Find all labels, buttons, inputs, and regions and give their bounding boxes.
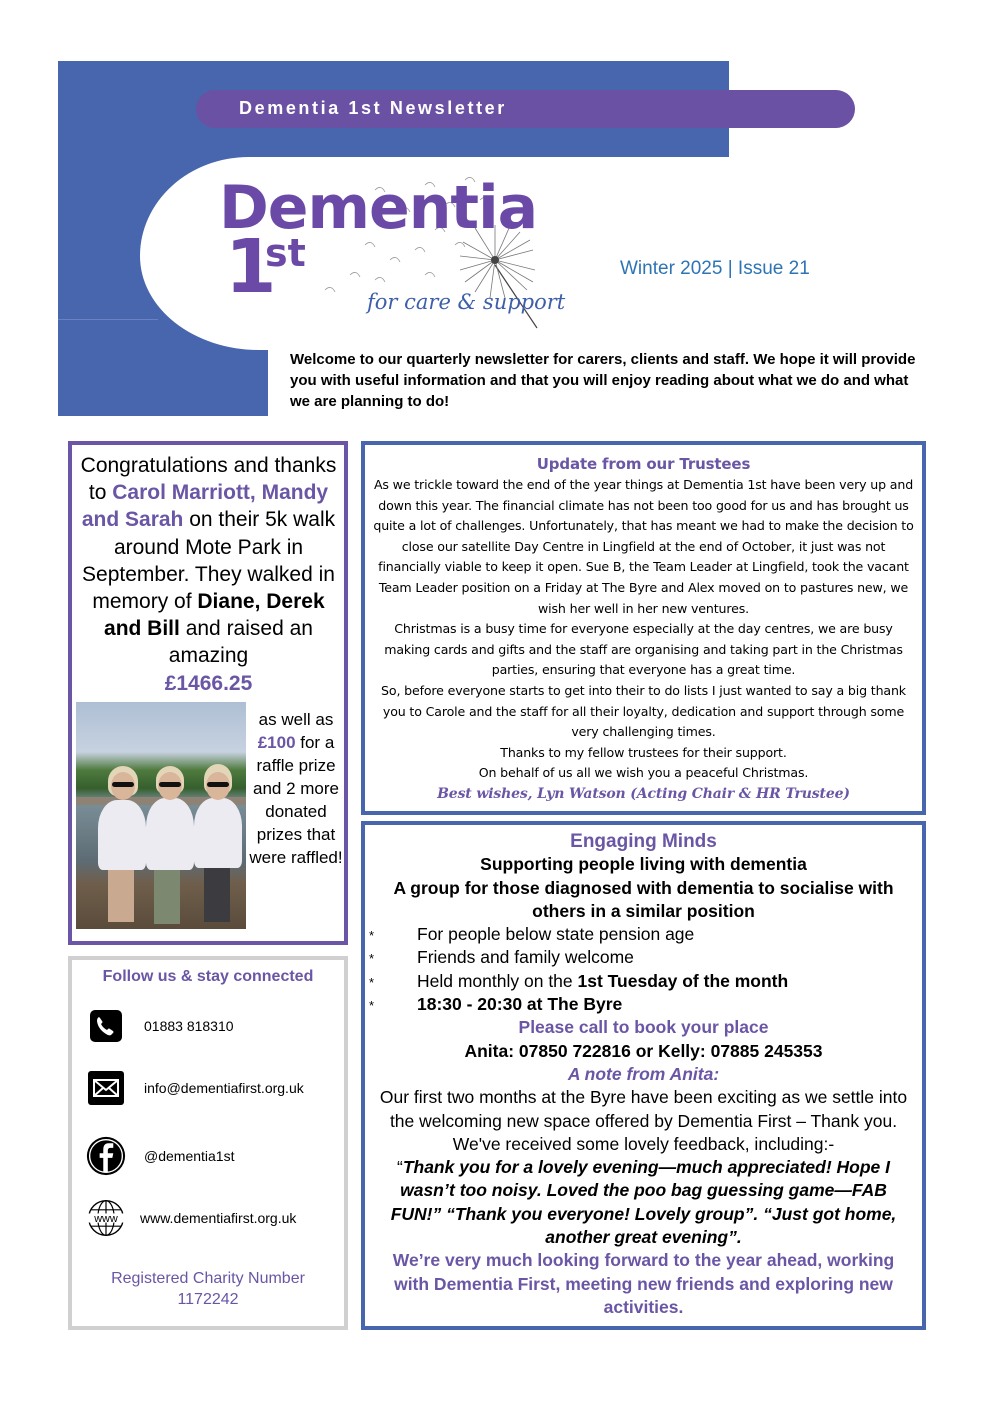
raffle-amount: £100 xyxy=(257,733,296,752)
contact-website[interactable] xyxy=(86,1198,296,1238)
quote-text: Thank you for a lovely evening—much appreciated! Hope I wasn’t too noisy. Loved the poo bag guessing game—FAB FUN!” “Thank you everyone! Lovely group”. “Just got home, another great evening”. xyxy=(390,1157,897,1248)
engaging-minds-panel xyxy=(361,821,926,1330)
note-body: Our first two months at the Byre have been exciting as we settle into the welcoming new space offered by Dementia First – Thank you. We've received some lovely feedback, including:- xyxy=(379,1087,908,1154)
logo-suffix: st xyxy=(265,231,306,275)
bullet-text: Held monthly on the xyxy=(417,970,578,991)
booking-contacts: Anita: 07850 722816 or Kelly: 07885 245353 xyxy=(464,1040,823,1061)
walkers-photo xyxy=(76,702,246,929)
trustees-paragraph: On behalf of us all we wish you a peaceful Christmas. xyxy=(478,765,809,781)
trustees-paragraph: Thanks to my fellow trustees for their support. xyxy=(500,744,787,760)
logo-number: 1 xyxy=(225,224,277,310)
follow-us-panel xyxy=(68,956,348,1330)
closing-message: We’re very much looking forward to the year ahead, working with Dementia First, meeting new friends and exploring new activities. xyxy=(392,1250,895,1317)
congratulations-panel xyxy=(68,441,348,945)
newsletter-title: Dementia 1st Newsletter xyxy=(239,98,507,118)
trustees-heading: Update from our Trustees xyxy=(536,455,751,473)
charity-registration xyxy=(72,1268,344,1310)
trustees-signature: Best wishes, Lyn Watson (Acting Chair & HR Trustee) xyxy=(437,785,850,802)
asterisk-bullet-icon: * xyxy=(369,951,375,967)
website-url: www.dementiafirst.org.uk xyxy=(140,1210,297,1226)
raffle-text-2: for a raffle prize and 2 more donated prizes that were raffled! xyxy=(249,733,343,867)
phone-icon xyxy=(86,1006,126,1046)
amount-raised: £1466.25 xyxy=(164,671,253,695)
issue-label: Winter 2025 | Issue 21 xyxy=(620,258,810,279)
raffle-text xyxy=(248,708,344,869)
bullet-text: For people below state pension age xyxy=(417,924,695,945)
congrats-text-2: on their 5k walk around Mote Park in September. They walked in memory of xyxy=(82,508,336,614)
walker-names: Carol Marriott, Mandy and Sarah xyxy=(81,481,329,532)
raffle-text-1: as well as xyxy=(258,710,334,729)
follow-heading: Follow us & stay connected xyxy=(102,968,314,985)
congrats-text-3: and raised an amazing xyxy=(168,617,313,668)
congratulations-text xyxy=(76,452,341,697)
trustees-paragraph: Christmas is a busy time for everyone especially at the day centres, we are busy making cards and gifts and the staff are organising and taking part in the Christmas parties, ensuring that everyone has a great time. xyxy=(384,621,903,678)
facebook-handle: @dementia1st xyxy=(144,1148,235,1164)
facebook-icon xyxy=(86,1136,126,1176)
engaging-minds-details xyxy=(365,923,922,1016)
dementia-1st-logo xyxy=(215,170,575,330)
header-divider xyxy=(58,319,158,320)
list-item xyxy=(365,970,922,993)
congrats-text-1: Congratulations and thanks to xyxy=(80,454,337,505)
trustees-update-panel xyxy=(361,441,926,815)
list-item xyxy=(365,993,922,1016)
newsletter-title-banner xyxy=(196,90,855,128)
trustees-paragraph: As we trickle toward the end of the year things at Dementia 1st have been very up and down this year. The financial climate has not been too good for us and has brought us quite a lot of challenges. Unfortunately, that has meant we had to make the decision to close our satellite Day Centre in Lingfield at the end of October, it just was not financially viable to keep it open. Sue B, the Team Leader at Lingfield, took the vacant Team Leader position on a Friday at The Byre and Alex moved on to pastures new, we wish her well in her new ventures. xyxy=(373,477,914,616)
globe-www-icon xyxy=(86,1198,126,1238)
bullet-text: Friends and family welcome xyxy=(417,947,634,968)
bullet-bold-text: 1st Tuesday of the month xyxy=(577,970,789,991)
logo-wordmark: Dementia xyxy=(219,173,538,243)
note-heading: A note from Anita: xyxy=(567,1063,720,1084)
list-item xyxy=(365,923,922,946)
contact-email[interactable] xyxy=(86,1068,304,1108)
feedback-quotes xyxy=(365,1156,922,1249)
asterisk-bullet-icon: * xyxy=(369,974,375,990)
trustees-paragraph: So, before everyone starts to get into their to do lists I just wanted to say a big thank you to Carole and the staff for all their loyalty, dedication and support through some very challenging times. xyxy=(381,682,906,740)
quote-mark: “ xyxy=(396,1157,403,1178)
contact-phone[interactable] xyxy=(86,1006,234,1046)
booking-prompt: Please call to book your place xyxy=(518,1017,769,1038)
charity-number: 1172242 xyxy=(177,1291,239,1308)
engaging-minds-heading: Engaging Minds xyxy=(570,831,717,852)
svg-text:www: www xyxy=(94,1213,118,1226)
list-item xyxy=(365,946,922,969)
engaging-minds-subtitle: Supporting people living with dementia xyxy=(480,854,807,875)
engaging-minds-description: A group for those diagnosed with dementia to socialise with others in a similar position xyxy=(393,877,894,921)
asterisk-bullet-icon: * xyxy=(369,998,375,1014)
bullet-bold-text: 18:30 - 20:30 at The Byre xyxy=(417,994,623,1015)
email-icon xyxy=(86,1068,126,1108)
asterisk-bullet-icon: * xyxy=(369,928,375,944)
email-address: info@dementiafirst.org.uk xyxy=(144,1080,304,1096)
charity-label: Registered Charity Number xyxy=(111,1270,305,1287)
contact-facebook[interactable] xyxy=(86,1136,234,1176)
logo-tagline: for care & support xyxy=(367,290,566,314)
memorial-names: Diane, Derek and Bill xyxy=(104,590,325,641)
phone-number: 01883 818310 xyxy=(144,1018,234,1034)
welcome-intro: Welcome to our quarterly newsletter for carers, clients and staff. We hope it will provide you with useful information and that you will enjoy reading about what we do and what we are planning to do! xyxy=(290,351,916,410)
